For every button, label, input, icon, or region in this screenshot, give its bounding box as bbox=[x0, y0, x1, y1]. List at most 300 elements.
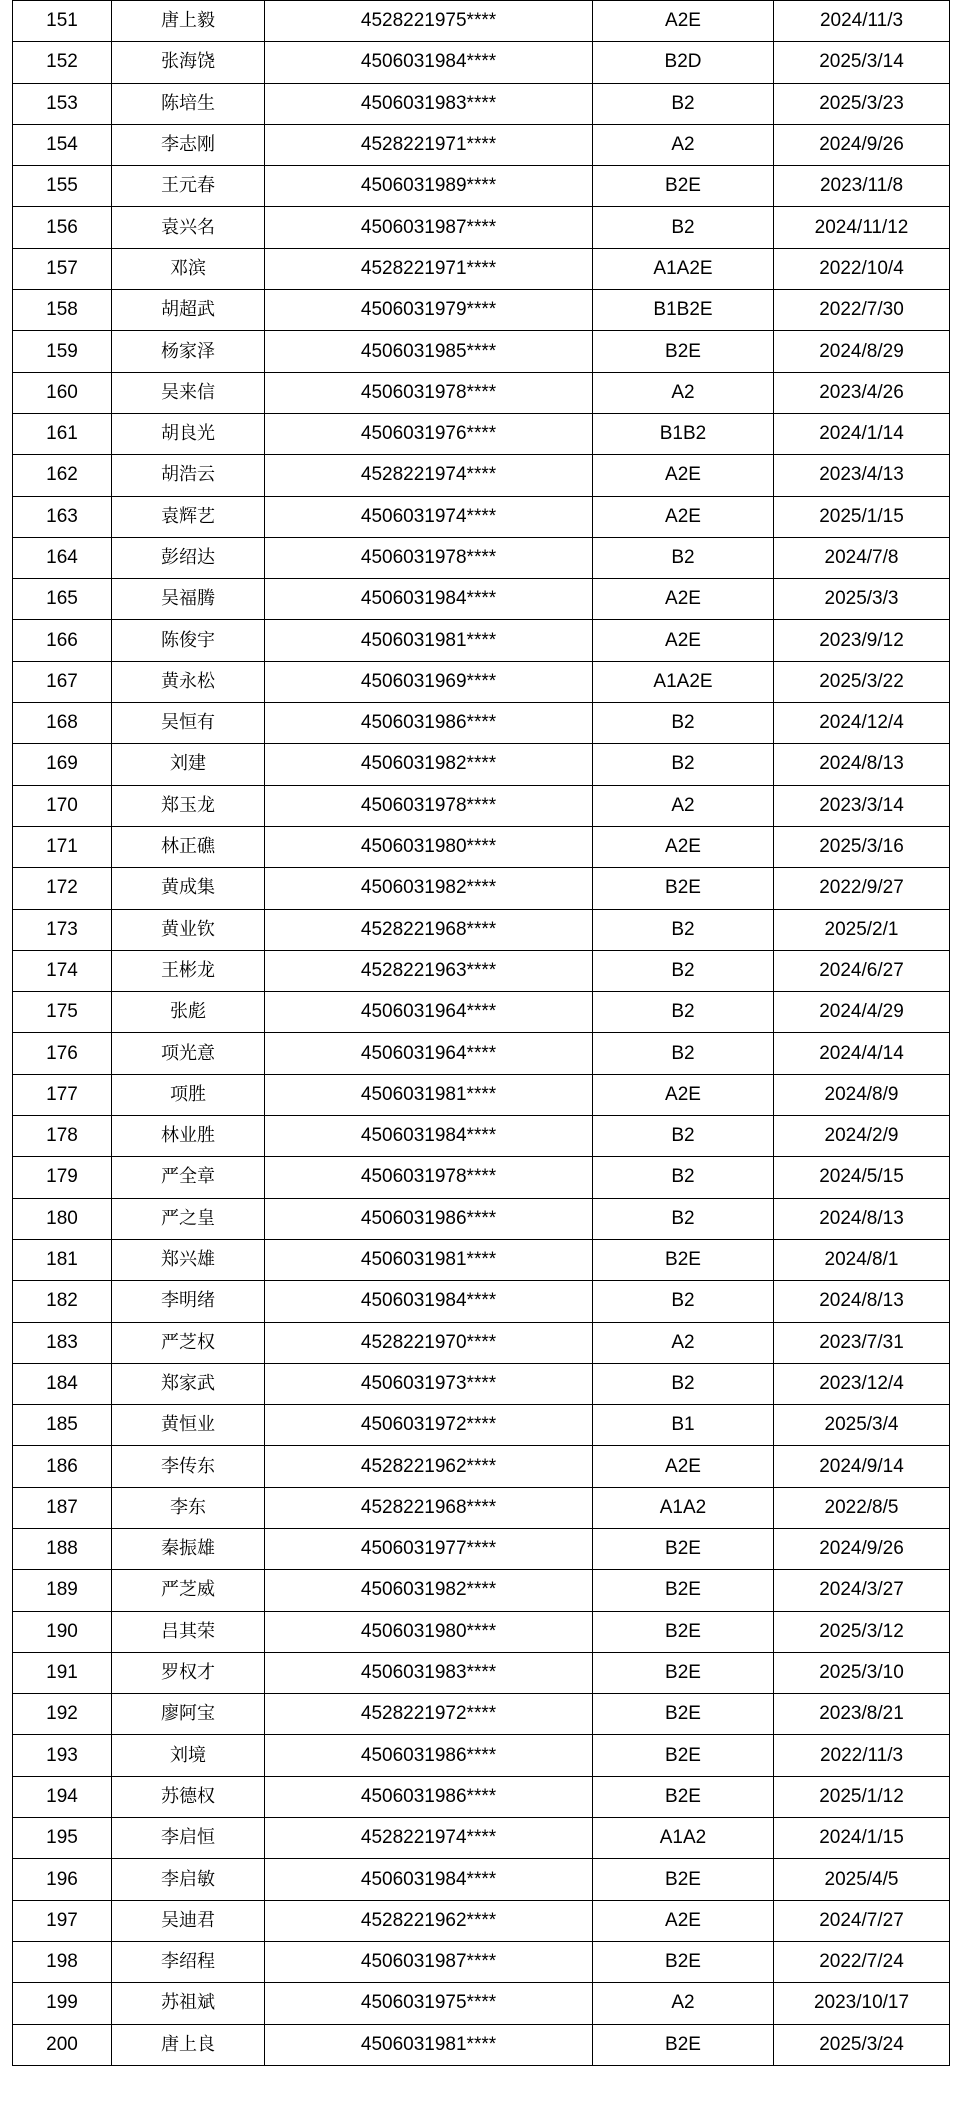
id-number-cell: 4528221962**** bbox=[265, 1900, 593, 1941]
date-cell: 2025/1/12 bbox=[774, 1776, 950, 1817]
license-class-cell: A2 bbox=[593, 1322, 774, 1363]
row-number-cell: 193 bbox=[13, 1735, 112, 1776]
license-class-cell: A2E bbox=[593, 455, 774, 496]
id-number-cell: 4506031975**** bbox=[265, 1983, 593, 2024]
row-number-cell: 195 bbox=[13, 1818, 112, 1859]
row-number-cell: 198 bbox=[13, 1941, 112, 1982]
row-number-cell: 160 bbox=[13, 372, 112, 413]
name-cell: 黄业钦 bbox=[112, 909, 265, 950]
name-cell: 彭绍达 bbox=[112, 537, 265, 578]
id-number-cell: 4528221968**** bbox=[265, 909, 593, 950]
name-cell: 刘境 bbox=[112, 1735, 265, 1776]
license-class-cell: B2E bbox=[593, 868, 774, 909]
id-number-cell: 4528221971**** bbox=[265, 124, 593, 165]
name-cell: 李启敏 bbox=[112, 1859, 265, 1900]
id-number-cell: 4506031983**** bbox=[265, 1652, 593, 1693]
license-class-cell: B2 bbox=[593, 1157, 774, 1198]
license-class-cell: B2 bbox=[593, 1281, 774, 1322]
license-class-cell: B2E bbox=[593, 1941, 774, 1982]
row-number-cell: 189 bbox=[13, 1570, 112, 1611]
id-number-cell: 4506031984**** bbox=[265, 42, 593, 83]
date-cell: 2024/8/29 bbox=[774, 331, 950, 372]
id-number-cell: 4528221974**** bbox=[265, 455, 593, 496]
row-number-cell: 174 bbox=[13, 950, 112, 991]
name-cell: 严全章 bbox=[112, 1157, 265, 1198]
id-number-cell: 4528221970**** bbox=[265, 1322, 593, 1363]
table-row bbox=[13, 1900, 950, 1941]
row-number-cell: 163 bbox=[13, 496, 112, 537]
date-cell: 2024/8/13 bbox=[774, 1198, 950, 1239]
table-row bbox=[13, 1859, 950, 1900]
table-body bbox=[13, 1, 950, 2066]
table-row bbox=[13, 1694, 950, 1735]
license-class-cell: B2E bbox=[593, 1239, 774, 1280]
date-cell: 2024/9/14 bbox=[774, 1446, 950, 1487]
date-cell: 2024/5/15 bbox=[774, 1157, 950, 1198]
license-class-cell: B2 bbox=[593, 744, 774, 785]
row-number-cell: 177 bbox=[13, 1074, 112, 1115]
id-number-cell: 4506031986**** bbox=[265, 1198, 593, 1239]
date-cell: 2025/3/16 bbox=[774, 826, 950, 867]
name-cell: 吴来信 bbox=[112, 372, 265, 413]
table-row bbox=[13, 1611, 950, 1652]
table-row bbox=[13, 496, 950, 537]
license-class-cell: B2 bbox=[593, 703, 774, 744]
table-row bbox=[13, 1735, 950, 1776]
name-cell: 项光意 bbox=[112, 1033, 265, 1074]
date-cell: 2024/9/26 bbox=[774, 1528, 950, 1569]
license-class-cell: B2E bbox=[593, 1694, 774, 1735]
table-row bbox=[13, 1033, 950, 1074]
date-cell: 2023/10/17 bbox=[774, 1983, 950, 2024]
license-class-cell: B2 bbox=[593, 1033, 774, 1074]
id-number-cell: 4506031983**** bbox=[265, 83, 593, 124]
license-class-cell: B2E bbox=[593, 1859, 774, 1900]
date-cell: 2022/9/27 bbox=[774, 868, 950, 909]
id-number-cell: 4528221971**** bbox=[265, 248, 593, 289]
row-number-cell: 192 bbox=[13, 1694, 112, 1735]
date-cell: 2024/1/14 bbox=[774, 413, 950, 454]
license-class-cell: A1A2 bbox=[593, 1818, 774, 1859]
date-cell: 2023/4/26 bbox=[774, 372, 950, 413]
name-cell: 杨家泽 bbox=[112, 331, 265, 372]
id-number-cell: 4506031987**** bbox=[265, 207, 593, 248]
name-cell: 廖阿宝 bbox=[112, 1694, 265, 1735]
table-row bbox=[13, 1322, 950, 1363]
license-class-cell: A2E bbox=[593, 1074, 774, 1115]
id-number-cell: 4506031982**** bbox=[265, 1570, 593, 1611]
license-class-cell: A2E bbox=[593, 496, 774, 537]
row-number-cell: 186 bbox=[13, 1446, 112, 1487]
date-cell: 2023/11/8 bbox=[774, 166, 950, 207]
table-row bbox=[13, 455, 950, 496]
row-number-cell: 165 bbox=[13, 579, 112, 620]
row-number-cell: 194 bbox=[13, 1776, 112, 1817]
table-row bbox=[13, 2024, 950, 2065]
license-class-cell: A2E bbox=[593, 1446, 774, 1487]
name-cell: 李传东 bbox=[112, 1446, 265, 1487]
row-number-cell: 180 bbox=[13, 1198, 112, 1239]
row-number-cell: 182 bbox=[13, 1281, 112, 1322]
id-number-cell: 4506031981**** bbox=[265, 1074, 593, 1115]
license-class-cell: A2E bbox=[593, 579, 774, 620]
id-number-cell: 4506031981**** bbox=[265, 2024, 593, 2065]
license-class-cell: B2E bbox=[593, 2024, 774, 2065]
name-cell: 林正礁 bbox=[112, 826, 265, 867]
table-row bbox=[13, 1074, 950, 1115]
license-class-cell: A2E bbox=[593, 826, 774, 867]
name-cell: 黄恒业 bbox=[112, 1405, 265, 1446]
id-number-cell: 4506031981**** bbox=[265, 1239, 593, 1280]
id-number-cell: 4506031969**** bbox=[265, 661, 593, 702]
date-cell: 2022/11/3 bbox=[774, 1735, 950, 1776]
date-cell: 2023/12/4 bbox=[774, 1363, 950, 1404]
date-cell: 2023/9/12 bbox=[774, 620, 950, 661]
name-cell: 郑家武 bbox=[112, 1363, 265, 1404]
id-number-cell: 4528221963**** bbox=[265, 950, 593, 991]
license-class-cell: B2 bbox=[593, 950, 774, 991]
date-cell: 2024/4/14 bbox=[774, 1033, 950, 1074]
row-number-cell: 167 bbox=[13, 661, 112, 702]
name-cell: 秦振雄 bbox=[112, 1528, 265, 1569]
name-cell: 严芝威 bbox=[112, 1570, 265, 1611]
date-cell: 2022/7/24 bbox=[774, 1941, 950, 1982]
date-cell: 2025/1/15 bbox=[774, 496, 950, 537]
license-class-cell: A2E bbox=[593, 620, 774, 661]
row-number-cell: 154 bbox=[13, 124, 112, 165]
id-number-cell: 4506031986**** bbox=[265, 703, 593, 744]
date-cell: 2024/8/13 bbox=[774, 1281, 950, 1322]
table-row bbox=[13, 413, 950, 454]
name-cell: 李志刚 bbox=[112, 124, 265, 165]
table-row bbox=[13, 1116, 950, 1157]
row-number-cell: 171 bbox=[13, 826, 112, 867]
row-number-cell: 197 bbox=[13, 1900, 112, 1941]
name-cell: 黄永松 bbox=[112, 661, 265, 702]
id-number-cell: 4506031976**** bbox=[265, 413, 593, 454]
date-cell: 2025/3/10 bbox=[774, 1652, 950, 1693]
license-class-cell: B2 bbox=[593, 992, 774, 1033]
table-row bbox=[13, 1652, 950, 1693]
table-row bbox=[13, 1446, 950, 1487]
table-row bbox=[13, 331, 950, 372]
license-class-cell: B2 bbox=[593, 1116, 774, 1157]
table-row bbox=[13, 826, 950, 867]
name-cell: 陈培生 bbox=[112, 83, 265, 124]
id-number-cell: 4506031981**** bbox=[265, 620, 593, 661]
table-row bbox=[13, 909, 950, 950]
table-row bbox=[13, 83, 950, 124]
license-class-cell: B1B2 bbox=[593, 413, 774, 454]
name-cell: 陈俊宇 bbox=[112, 620, 265, 661]
row-number-cell: 169 bbox=[13, 744, 112, 785]
name-cell: 王彬龙 bbox=[112, 950, 265, 991]
license-class-cell: B2E bbox=[593, 331, 774, 372]
row-number-cell: 178 bbox=[13, 1116, 112, 1157]
table-row bbox=[13, 42, 950, 83]
license-class-cell: B2 bbox=[593, 1363, 774, 1404]
table-row bbox=[13, 1487, 950, 1528]
table-row bbox=[13, 661, 950, 702]
row-number-cell: 156 bbox=[13, 207, 112, 248]
row-number-cell: 153 bbox=[13, 83, 112, 124]
license-class-cell: A1A2E bbox=[593, 661, 774, 702]
row-number-cell: 196 bbox=[13, 1859, 112, 1900]
license-class-cell: A2 bbox=[593, 785, 774, 826]
name-cell: 唐上良 bbox=[112, 2024, 265, 2065]
table-row bbox=[13, 1198, 950, 1239]
row-number-cell: 176 bbox=[13, 1033, 112, 1074]
name-cell: 李绍程 bbox=[112, 1941, 265, 1982]
license-class-cell: B1 bbox=[593, 1405, 774, 1446]
date-cell: 2024/4/29 bbox=[774, 992, 950, 1033]
id-number-cell: 4506031985**** bbox=[265, 331, 593, 372]
id-number-cell: 4506031984**** bbox=[265, 1859, 593, 1900]
license-class-cell: B2 bbox=[593, 1198, 774, 1239]
name-cell: 吴迪君 bbox=[112, 1900, 265, 1941]
date-cell: 2024/2/9 bbox=[774, 1116, 950, 1157]
id-number-cell: 4506031980**** bbox=[265, 1611, 593, 1652]
id-number-cell: 4506031980**** bbox=[265, 826, 593, 867]
table-row bbox=[13, 579, 950, 620]
row-number-cell: 188 bbox=[13, 1528, 112, 1569]
license-class-cell: B2E bbox=[593, 1652, 774, 1693]
name-cell: 胡超武 bbox=[112, 290, 265, 331]
row-number-cell: 170 bbox=[13, 785, 112, 826]
id-number-cell: 4528221968**** bbox=[265, 1487, 593, 1528]
date-cell: 2024/1/15 bbox=[774, 1818, 950, 1859]
date-cell: 2025/3/14 bbox=[774, 42, 950, 83]
name-cell: 吕其荣 bbox=[112, 1611, 265, 1652]
date-cell: 2025/2/1 bbox=[774, 909, 950, 950]
name-cell: 林业胜 bbox=[112, 1116, 265, 1157]
license-class-cell: A1A2 bbox=[593, 1487, 774, 1528]
id-number-cell: 4506031982**** bbox=[265, 868, 593, 909]
name-cell: 苏德权 bbox=[112, 1776, 265, 1817]
table-row bbox=[13, 1818, 950, 1859]
id-number-cell: 4506031977**** bbox=[265, 1528, 593, 1569]
license-class-cell: B2E bbox=[593, 1570, 774, 1611]
id-number-cell: 4528221975**** bbox=[265, 1, 593, 42]
id-number-cell: 4528221972**** bbox=[265, 1694, 593, 1735]
license-class-cell: B2 bbox=[593, 909, 774, 950]
id-number-cell: 4506031986**** bbox=[265, 1735, 593, 1776]
name-cell: 吴福腾 bbox=[112, 579, 265, 620]
driver-list-table bbox=[12, 0, 950, 2066]
date-cell: 2024/11/12 bbox=[774, 207, 950, 248]
table-row bbox=[13, 1983, 950, 2024]
row-number-cell: 161 bbox=[13, 413, 112, 454]
row-number-cell: 200 bbox=[13, 2024, 112, 2065]
name-cell: 袁兴名 bbox=[112, 207, 265, 248]
table-row bbox=[13, 992, 950, 1033]
id-number-cell: 4528221962**** bbox=[265, 1446, 593, 1487]
table-row bbox=[13, 1, 950, 42]
id-number-cell: 4506031982**** bbox=[265, 744, 593, 785]
table-row bbox=[13, 703, 950, 744]
name-cell: 邓滨 bbox=[112, 248, 265, 289]
table-row bbox=[13, 1281, 950, 1322]
date-cell: 2022/7/30 bbox=[774, 290, 950, 331]
table-row bbox=[13, 620, 950, 661]
license-class-cell: A2 bbox=[593, 372, 774, 413]
row-number-cell: 181 bbox=[13, 1239, 112, 1280]
name-cell: 严之皇 bbox=[112, 1198, 265, 1239]
name-cell: 项胜 bbox=[112, 1074, 265, 1115]
date-cell: 2023/4/13 bbox=[774, 455, 950, 496]
id-number-cell: 4506031973**** bbox=[265, 1363, 593, 1404]
name-cell: 李明绪 bbox=[112, 1281, 265, 1322]
name-cell: 吴恒有 bbox=[112, 703, 265, 744]
date-cell: 2025/3/23 bbox=[774, 83, 950, 124]
id-number-cell: 4506031979**** bbox=[265, 290, 593, 331]
date-cell: 2024/7/8 bbox=[774, 537, 950, 578]
name-cell: 郑兴雄 bbox=[112, 1239, 265, 1280]
table-row bbox=[13, 1528, 950, 1569]
id-number-cell: 4506031978**** bbox=[265, 1157, 593, 1198]
name-cell: 刘建 bbox=[112, 744, 265, 785]
id-number-cell: 4506031984**** bbox=[265, 1281, 593, 1322]
license-class-cell: B2E bbox=[593, 1611, 774, 1652]
table-row bbox=[13, 166, 950, 207]
license-class-cell: B2 bbox=[593, 207, 774, 248]
table-row bbox=[13, 124, 950, 165]
license-class-cell: B2E bbox=[593, 166, 774, 207]
name-cell: 张海饶 bbox=[112, 42, 265, 83]
license-class-cell: A2E bbox=[593, 1900, 774, 1941]
id-number-cell: 4506031978**** bbox=[265, 537, 593, 578]
date-cell: 2024/8/1 bbox=[774, 1239, 950, 1280]
table-row bbox=[13, 372, 950, 413]
date-cell: 2025/3/4 bbox=[774, 1405, 950, 1446]
license-class-cell: A2 bbox=[593, 124, 774, 165]
id-number-cell: 4506031984**** bbox=[265, 1116, 593, 1157]
date-cell: 2023/8/21 bbox=[774, 1694, 950, 1735]
date-cell: 2024/3/27 bbox=[774, 1570, 950, 1611]
name-cell: 胡浩云 bbox=[112, 455, 265, 496]
date-cell: 2024/6/27 bbox=[774, 950, 950, 991]
name-cell: 唐上毅 bbox=[112, 1, 265, 42]
table-row bbox=[13, 248, 950, 289]
date-cell: 2025/3/12 bbox=[774, 1611, 950, 1652]
row-number-cell: 158 bbox=[13, 290, 112, 331]
license-class-cell: B1B2E bbox=[593, 290, 774, 331]
table-row bbox=[13, 1941, 950, 1982]
row-number-cell: 168 bbox=[13, 703, 112, 744]
id-number-cell: 4506031984**** bbox=[265, 579, 593, 620]
table-row bbox=[13, 868, 950, 909]
date-cell: 2025/4/5 bbox=[774, 1859, 950, 1900]
name-cell: 李启恒 bbox=[112, 1818, 265, 1859]
row-number-cell: 185 bbox=[13, 1405, 112, 1446]
license-class-cell: B2D bbox=[593, 42, 774, 83]
id-number-cell: 4506031986**** bbox=[265, 1776, 593, 1817]
row-number-cell: 187 bbox=[13, 1487, 112, 1528]
date-cell: 2024/11/3 bbox=[774, 1, 950, 42]
row-number-cell: 157 bbox=[13, 248, 112, 289]
date-cell: 2025/3/22 bbox=[774, 661, 950, 702]
table-row bbox=[13, 1405, 950, 1446]
table-row bbox=[13, 290, 950, 331]
row-number-cell: 155 bbox=[13, 166, 112, 207]
date-cell: 2023/7/31 bbox=[774, 1322, 950, 1363]
row-number-cell: 172 bbox=[13, 868, 112, 909]
date-cell: 2023/3/14 bbox=[774, 785, 950, 826]
name-cell: 苏祖斌 bbox=[112, 1983, 265, 2024]
table-row bbox=[13, 1570, 950, 1611]
row-number-cell: 173 bbox=[13, 909, 112, 950]
id-number-cell: 4528221974**** bbox=[265, 1818, 593, 1859]
license-class-cell: A1A2E bbox=[593, 248, 774, 289]
license-class-cell: A2E bbox=[593, 1, 774, 42]
license-class-cell: B2 bbox=[593, 83, 774, 124]
id-number-cell: 4506031989**** bbox=[265, 166, 593, 207]
license-class-cell: B2E bbox=[593, 1776, 774, 1817]
row-number-cell: 179 bbox=[13, 1157, 112, 1198]
name-cell: 胡良光 bbox=[112, 413, 265, 454]
license-class-cell: B2 bbox=[593, 537, 774, 578]
table-row bbox=[13, 1157, 950, 1198]
license-class-cell: B2E bbox=[593, 1735, 774, 1776]
row-number-cell: 183 bbox=[13, 1322, 112, 1363]
row-number-cell: 199 bbox=[13, 1983, 112, 2024]
id-number-cell: 4506031974**** bbox=[265, 496, 593, 537]
row-number-cell: 184 bbox=[13, 1363, 112, 1404]
id-number-cell: 4506031978**** bbox=[265, 372, 593, 413]
table-row bbox=[13, 1363, 950, 1404]
row-number-cell: 159 bbox=[13, 331, 112, 372]
name-cell: 袁辉艺 bbox=[112, 496, 265, 537]
table-row bbox=[13, 950, 950, 991]
table-row bbox=[13, 1776, 950, 1817]
license-class-cell: B2E bbox=[593, 1528, 774, 1569]
row-number-cell: 175 bbox=[13, 992, 112, 1033]
date-cell: 2024/9/26 bbox=[774, 124, 950, 165]
id-number-cell: 4506031972**** bbox=[265, 1405, 593, 1446]
date-cell: 2024/8/9 bbox=[774, 1074, 950, 1115]
row-number-cell: 164 bbox=[13, 537, 112, 578]
row-number-cell: 191 bbox=[13, 1652, 112, 1693]
id-number-cell: 4506031978**** bbox=[265, 785, 593, 826]
name-cell: 郑玉龙 bbox=[112, 785, 265, 826]
table-row bbox=[13, 537, 950, 578]
row-number-cell: 190 bbox=[13, 1611, 112, 1652]
name-cell: 王元春 bbox=[112, 166, 265, 207]
table-row bbox=[13, 207, 950, 248]
row-number-cell: 162 bbox=[13, 455, 112, 496]
name-cell: 张彪 bbox=[112, 992, 265, 1033]
id-number-cell: 4506031964**** bbox=[265, 992, 593, 1033]
row-number-cell: 151 bbox=[13, 1, 112, 42]
name-cell: 黄成集 bbox=[112, 868, 265, 909]
date-cell: 2025/3/3 bbox=[774, 579, 950, 620]
name-cell: 李东 bbox=[112, 1487, 265, 1528]
table-row bbox=[13, 1239, 950, 1280]
date-cell: 2025/3/24 bbox=[774, 2024, 950, 2065]
row-number-cell: 166 bbox=[13, 620, 112, 661]
date-cell: 2024/8/13 bbox=[774, 744, 950, 785]
name-cell: 严芝权 bbox=[112, 1322, 265, 1363]
id-number-cell: 4506031964**** bbox=[265, 1033, 593, 1074]
date-cell: 2024/7/27 bbox=[774, 1900, 950, 1941]
row-number-cell: 152 bbox=[13, 42, 112, 83]
date-cell: 2024/12/4 bbox=[774, 703, 950, 744]
date-cell: 2022/8/5 bbox=[774, 1487, 950, 1528]
name-cell: 罗权才 bbox=[112, 1652, 265, 1693]
date-cell: 2022/10/4 bbox=[774, 248, 950, 289]
license-class-cell: A2 bbox=[593, 1983, 774, 2024]
table-row bbox=[13, 785, 950, 826]
